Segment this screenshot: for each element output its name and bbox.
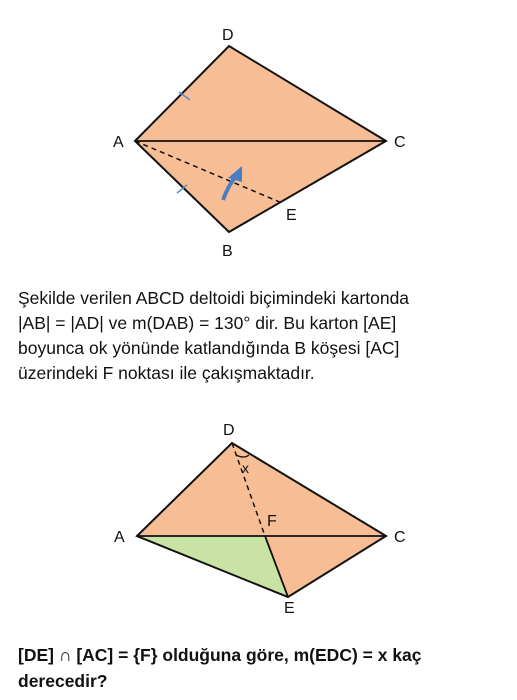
label-f: F [267, 513, 277, 530]
problem-line-4: üzerindeki F noktası ile çakışmaktadır. [18, 363, 315, 383]
label-c: C [394, 529, 406, 546]
figure-kite-folding [0, 0, 517, 265]
question-line-2: derecedir? [18, 671, 108, 691]
label-e: E [284, 600, 295, 615]
figure-folded-kite [0, 415, 517, 615]
label-d: D [222, 27, 234, 44]
label-d: D [223, 422, 235, 439]
question-line-1: [DE] ∩ [AC] = {F} olduğuna göre, m(EDC) = x kaç [18, 645, 422, 665]
problem-line-3: boyunca ok yönünde katlandığında B köşesi [AC] [18, 338, 400, 358]
label-a: A [113, 134, 124, 151]
problem-line-2: |AB| = |AD| ve m(DAB) = 130° dir. Bu karton [AE] [18, 313, 397, 333]
label-a: A [114, 529, 125, 546]
label-c: C [394, 134, 406, 151]
question-text [18, 642, 508, 694]
label-x: x [242, 460, 249, 476]
kite-abcd [135, 46, 386, 232]
problem-line-1: Şekilde verilen ABCD deltoidi biçimindeki kartonda [18, 288, 410, 308]
label-b: B [222, 243, 233, 260]
label-e: E [286, 207, 297, 224]
problem-text [18, 286, 504, 386]
